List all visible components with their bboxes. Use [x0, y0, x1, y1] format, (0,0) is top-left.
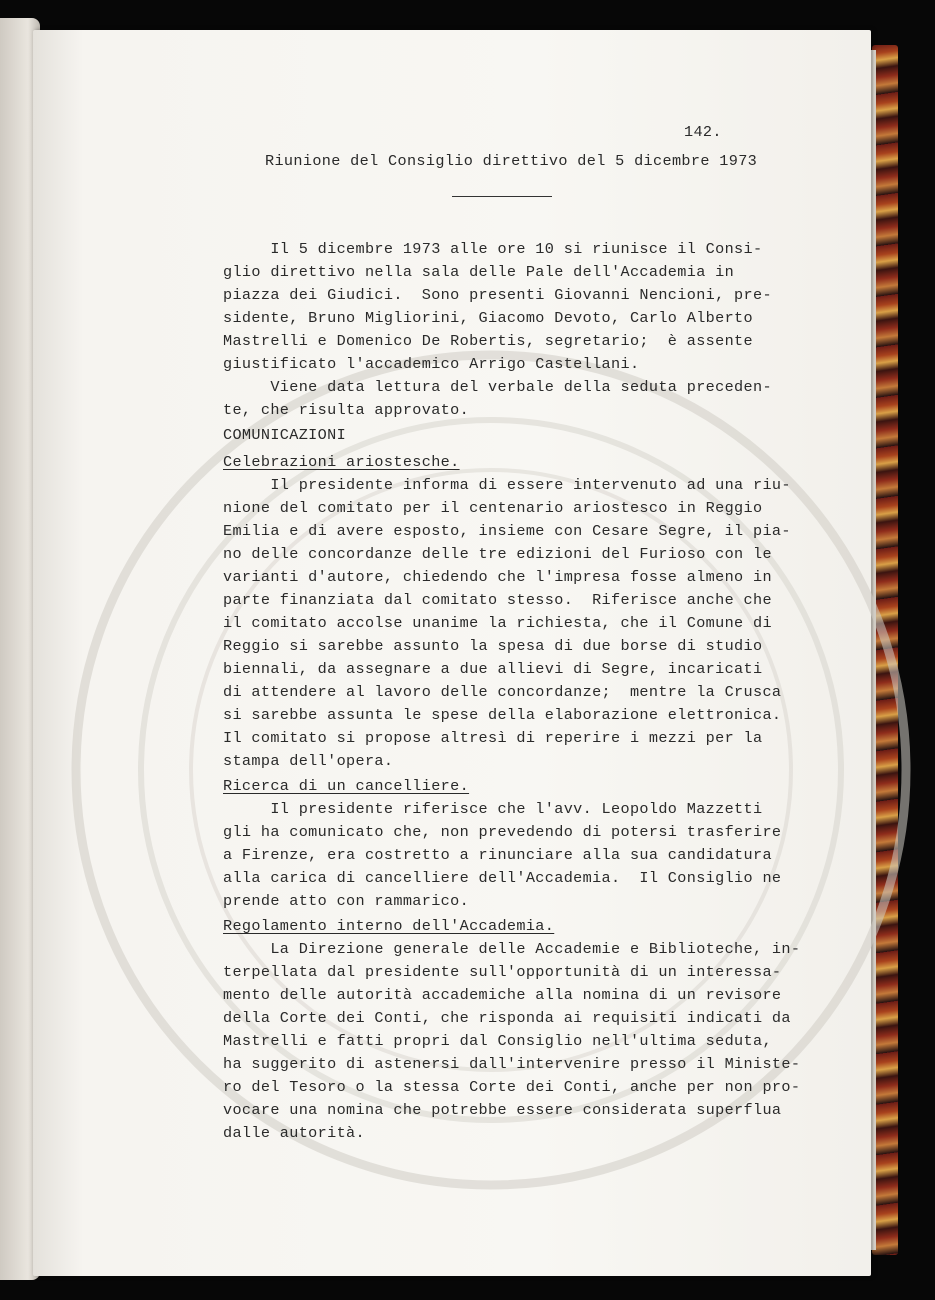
body-line: della Corte dei Conti, che risponda ai requisiti indicati da [223, 1009, 791, 1027]
body-line: Mastrelli e Domenico De Robertis, segretario; è assente [223, 332, 753, 350]
body-line: La Direzione generale delle Accademie e Biblioteche, in- [223, 940, 801, 958]
body-line: Il presidente riferisce che l'avv. Leopoldo Mazzetti [223, 800, 763, 818]
section-heading: COMUNICAZIONI [223, 426, 347, 444]
document-page [33, 30, 871, 1276]
body-line: giustificato l'accademico Arrigo Castellani. [223, 355, 640, 373]
body-line: ro del Tesoro o la stessa Corte dei Conti, anche per non pro- [223, 1078, 801, 1096]
body-line: mento delle autorità accademiche alla nomina di un revisore [223, 986, 782, 1004]
page-number: 142. [684, 123, 722, 141]
document-title: Riunione del Consiglio direttivo del 5 dicembre 1973 [265, 152, 758, 170]
body-line: biennali, da assegnare a due allievi di Segre, incaricati [223, 660, 763, 678]
body-line: Il comitato si propose altresì di reperire i mezzi per la [223, 729, 763, 747]
body-line: il comitato accolse unanime la richiesta, che il Comune di [223, 614, 772, 632]
body-line: glio direttivo nella sala delle Pale dell'Accademia in [223, 263, 735, 281]
body-line: Il presidente informa di essere intervenuto ad una riu- [223, 476, 791, 494]
body-line: Mastrelli e fatti propri dal Consiglio nell'ultima seduta, [223, 1032, 772, 1050]
body-line: Il 5 dicembre 1973 alle ore 10 si riunisce il Consi- [223, 240, 763, 258]
body-line: a Firenze, era costretto a rinunciare alla sua candidatura [223, 846, 772, 864]
body-line: nione del comitato per il centenario ariostesco in Reggio [223, 499, 763, 517]
body-line: alla carica di cancelliere dell'Accademia. Il Consiglio ne [223, 869, 782, 887]
body-line: te, che risulta approvato. [223, 401, 470, 419]
body-line: gli ha comunicato che, non prevedendo di potersi trasferire [223, 823, 782, 841]
body-line: no delle concordanze delle tre edizioni del Furioso con le [223, 545, 772, 563]
body-line: Reggio si sarebbe assunto la spesa di due borse di studio [223, 637, 763, 655]
body-line: vocare una nomina che potrebbe essere considerata superflua [223, 1101, 782, 1119]
body-line: parte finanziata dal comitato stesso. Riferisce anche che [223, 591, 772, 609]
body-line: Viene data lettura del verbale della seduta preceden- [223, 378, 772, 396]
body-line: piazza dei Giudici. Sono presenti Giovanni Nencioni, pre- [223, 286, 772, 304]
subsection-heading: Regolamento interno dell'Accademia. [223, 917, 555, 935]
subsection-heading: Ricerca di un cancelliere. [223, 777, 470, 795]
body-line: sidente, Bruno Migliorini, Giacomo Devoto, Carlo Alberto [223, 309, 753, 327]
subsection-heading: Celebrazioni ariostesche. [223, 453, 460, 471]
body-line: si sarebbe assunta le spese della elaborazione elettronica. [223, 706, 782, 724]
body-line: stampa dell'opera. [223, 752, 394, 770]
body-line: varianti d'autore, chiedendo che l'impresa fosse almeno in [223, 568, 772, 586]
body-line: prende atto con rammarico. [223, 892, 470, 910]
body-line: ha suggerito di astenersi dall'intervenire presso il Ministe- [223, 1055, 801, 1073]
body-line: terpellata dal presidente sull'opportunità di un interessa- [223, 963, 782, 981]
body-line: di attendere al lavoro delle concordanze; mentre la Crusca [223, 683, 782, 701]
title-rule [452, 196, 552, 197]
body-line: dalle autorità. [223, 1124, 365, 1142]
body-line: Emilia e di avere esposto, insieme con Cesare Segre, il pia- [223, 522, 791, 540]
